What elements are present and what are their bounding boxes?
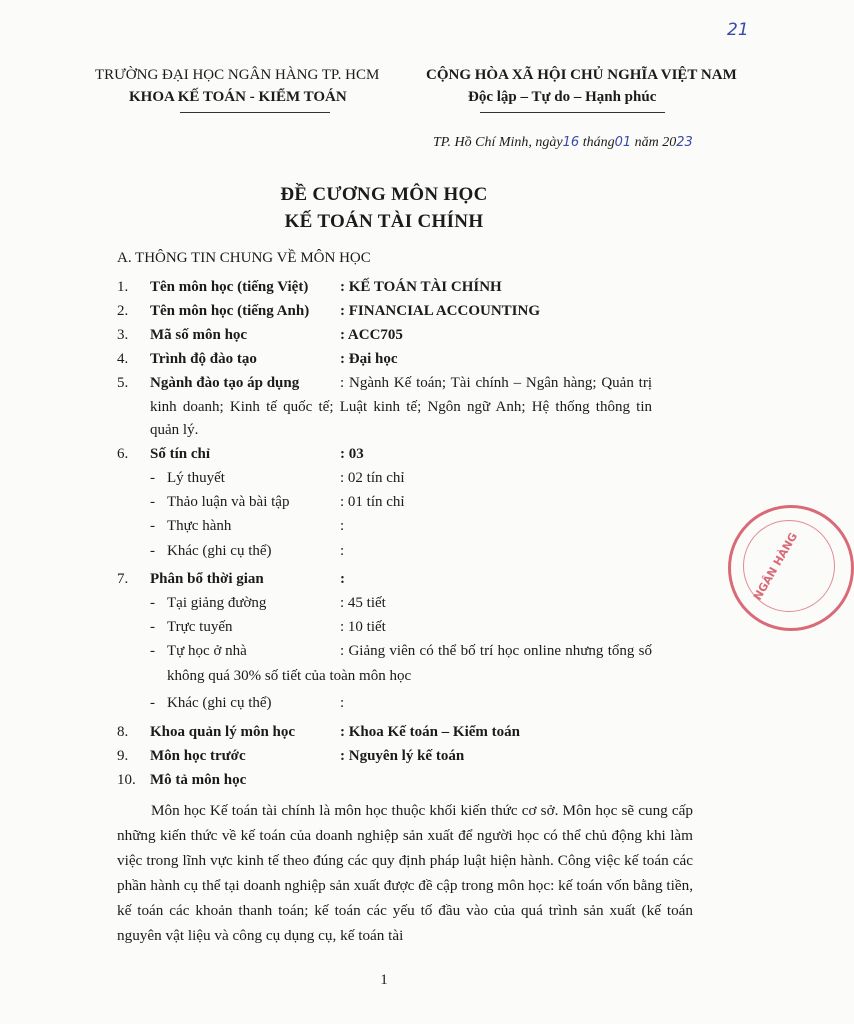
item-label: Mô tả môn học <box>150 772 247 788</box>
item-value: : Nguyên lý kế toán <box>340 748 465 764</box>
sub-item-value: : 02 tín chỉ <box>340 470 405 486</box>
sub-item-label: Thực hành <box>167 518 232 534</box>
sub-item-bullet: - <box>150 494 155 510</box>
item-value: : KẾ TOÁN TÀI CHÍNH <box>340 279 502 295</box>
sub-item-label: Lý thuyết <box>167 470 225 486</box>
item-value: : 03 <box>340 446 364 462</box>
item-number: 8. <box>117 724 129 740</box>
sub-item-value: : 45 tiết <box>340 595 386 611</box>
seal-stamp <box>728 505 854 631</box>
date-month-label: tháng <box>582 135 615 150</box>
date-prefix: TP. Hồ Chí Minh, ngày <box>433 135 563 150</box>
item-value: : <box>340 571 345 587</box>
faculty-name: KHOA KẾ TOÁN - KIỂM TOÁN <box>129 89 347 105</box>
sub-item-bullet: - <box>150 619 155 635</box>
seal-text: NGÂN HÀNG <box>751 530 801 603</box>
section-a-heading: A. THÔNG TIN CHUNG VỀ MÔN HỌC <box>117 250 371 266</box>
sub-item-value: : Giảng viên có thể bố trí học online nhưng tổng số <box>340 643 652 659</box>
item-value: : Ngành Kế toán; Tài chính – Ngân hàng; Quản trị <box>340 375 652 391</box>
item-value: : Đại học <box>340 351 398 367</box>
faculty-underline <box>180 112 330 113</box>
republic-name: CỘNG HÒA XÃ HỘI CHỦ NGHĨA VIỆT NAM <box>426 67 737 83</box>
item-number: 2. <box>117 303 129 319</box>
sub-item-bullet: - <box>150 695 155 711</box>
date-day: 16 <box>562 135 580 150</box>
sub-item-bullet: - <box>150 518 155 534</box>
item-value: : ACC705 <box>340 327 403 343</box>
item-value: : Khoa Kế toán – Kiểm toán <box>340 724 520 740</box>
sub-item-label: Tự học ở nhà <box>167 643 247 659</box>
item-label: Khoa quản lý môn học <box>150 724 296 740</box>
item-label: Tên môn học (tiếng Việt) <box>150 279 309 295</box>
course-description: Môn học Kế toán tài chính là môn học thuộc khối kiến thức cơ sở. Môn học sẽ cung cấp những kiến thức về kế toán của doanh nghiệp sản xuất để người học có thể chủ động khi làm việc trong lĩnh vực kinh tế theo đúng các quy định pháp luật hiện hành. Công việc kế toán các phần hành cụ thể tại doanh nghiệp sản xuất được đề cập trong môn học: kế toán vốn bằng tiền, kế toán các khoản thanh toán; kế toán các yếu tố đầu vào của quá trình sản xuất (kế toán nguyên vật liệu và công cụ dụng cụ, kế toán tài <box>117 802 693 944</box>
date-year-label: năm 20 <box>634 135 677 150</box>
sub-item-value: : 01 tín chỉ <box>340 494 405 510</box>
sub-item-label: Thảo luận và bài tập <box>167 494 290 510</box>
date-month: 01 <box>614 135 632 150</box>
item-label: Trình độ đào tạo <box>150 351 257 367</box>
course-title: KẾ TOÁN TÀI CHÍNH <box>284 211 484 232</box>
item-label: Số tín chỉ <box>150 446 211 462</box>
item-number: 1. <box>117 279 129 295</box>
sub-item-value: : <box>340 518 345 534</box>
sub-item-value: : <box>340 695 345 711</box>
sub-item-value-continued: không quá 30% số tiết của toàn môn học <box>167 668 412 684</box>
page-number: 1 <box>380 972 388 988</box>
sub-item-value: : 10 tiết <box>340 619 386 635</box>
sub-item-label: Tại giảng đường <box>167 595 267 611</box>
item-number: 10. <box>117 772 136 788</box>
item-number: 7. <box>117 571 129 587</box>
university-name: TRƯỜNG ĐẠI HỌC NGÂN HÀNG TP. HCM <box>95 67 380 83</box>
date-year-suffix: 23 <box>676 135 693 150</box>
item-number: 9. <box>117 748 129 764</box>
item-value-continued: kinh doanh; Kinh tế quốc tế; Luật kinh tế; Ngôn ngữ Anh; Hệ thống thông tin <box>150 399 652 415</box>
sub-item-bullet: - <box>150 595 155 611</box>
item-label: Môn học trước <box>150 748 246 764</box>
item-value-continued: quản lý. <box>150 422 199 438</box>
item-label: Ngành đào tạo áp dụng <box>150 375 300 391</box>
item-label: Mã số môn học <box>150 327 248 343</box>
item-number: 4. <box>117 351 129 367</box>
sub-item-label: Khác (ghi cụ thể) <box>167 695 272 711</box>
item-label: Tên môn học (tiếng Anh) <box>150 303 310 319</box>
item-number: 6. <box>117 446 129 462</box>
item-label: Phân bổ thời gian <box>150 571 264 587</box>
sub-item-bullet: - <box>150 643 155 659</box>
sub-item-value: : <box>340 543 345 559</box>
item-number: 5. <box>117 375 129 391</box>
item-value: : FINANCIAL ACCOUNTING <box>340 303 541 319</box>
page-mark: 21 <box>727 20 749 40</box>
motto: Độc lập – Tự do – Hạnh phúc <box>468 89 657 105</box>
item-number: 3. <box>117 327 129 343</box>
motto-underline <box>480 112 665 113</box>
sub-item-bullet: - <box>150 470 155 486</box>
sub-item-label: Khác (ghi cụ thể) <box>167 543 272 559</box>
date-line <box>433 135 693 151</box>
sub-item-label: Trực tuyến <box>167 619 233 635</box>
document-title: ĐỀ CƯƠNG MÔN HỌC <box>280 184 488 205</box>
sub-item-bullet: - <box>150 543 155 559</box>
